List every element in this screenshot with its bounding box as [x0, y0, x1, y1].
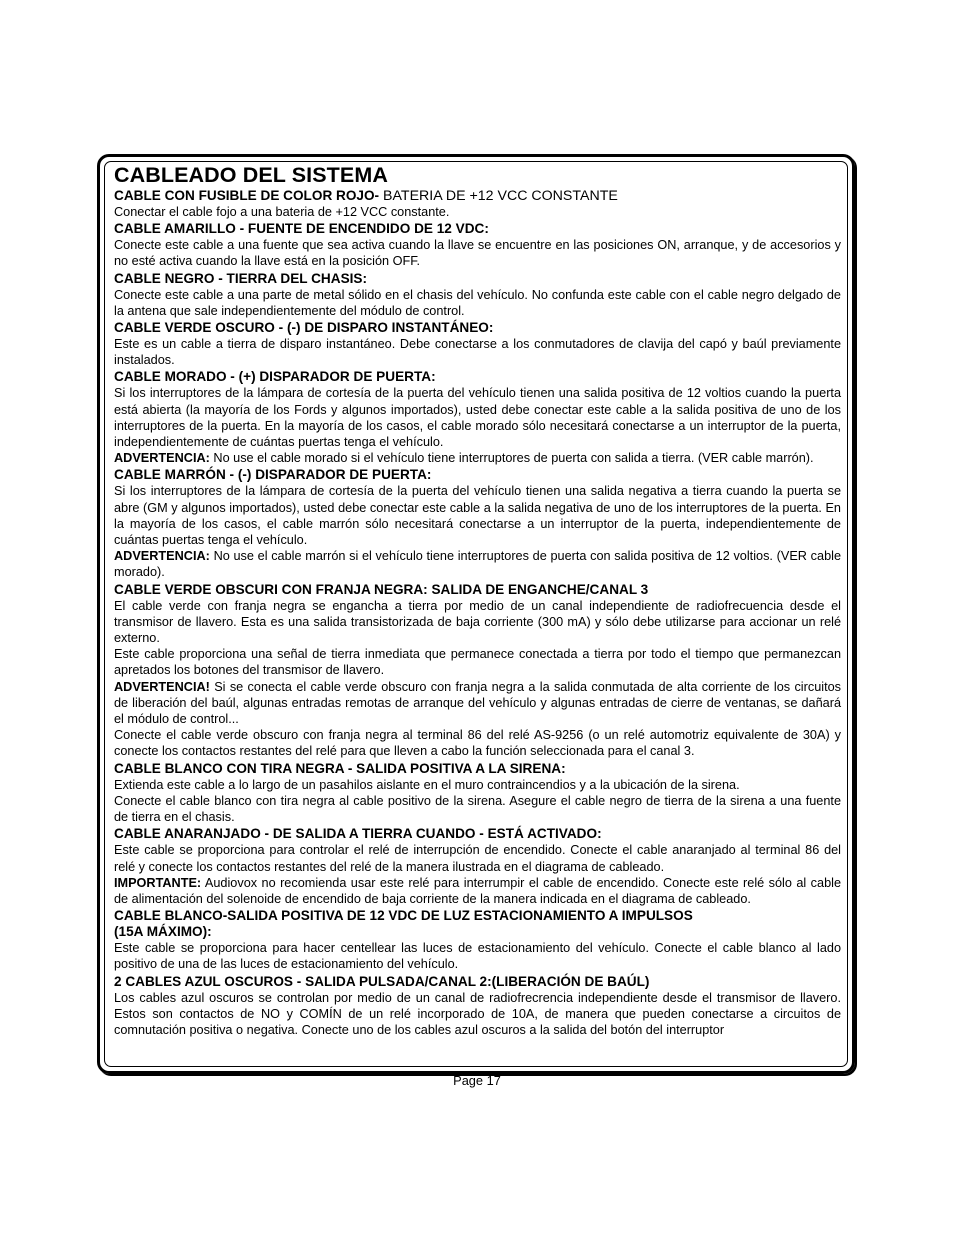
section	[114, 188, 841, 220]
section-heading-detail: BATERIA DE +12 VCC CONSTANTE	[379, 188, 618, 204]
section-paragraph	[114, 287, 841, 319]
section-heading-text: CABLE ANARANJADO - DE SALIDA A TIERRA CUANDO - ESTÁ ACTIVADO:	[114, 826, 602, 842]
paragraph-text: Conecte este cable a una parte de metal sólido en el chasis del vehículo. No confunda este cable con el cable negro delgado de la antena que sale independientemente del módulo de control.	[114, 287, 841, 318]
section-paragraph	[114, 237, 841, 269]
warning-label: ADVERTENCIA:	[114, 549, 210, 564]
section-paragraph	[114, 483, 841, 548]
sections-list	[114, 188, 841, 1038]
section	[114, 582, 841, 760]
section	[114, 974, 841, 1039]
paragraph-text: Si se conecta el cable verde obscuro con franja negra a la salida conmutada de alta corriente de los circuitos de liberación del baúl, algunas entradas remotas de arranque del vehículo y algunas entradas de cierre de ventanas, se dañará el módulo de control...	[114, 679, 841, 727]
section-paragraph	[114, 990, 841, 1039]
section-paragraph	[114, 450, 841, 466]
section	[114, 467, 841, 580]
warning-label: IMPORTANTE:	[114, 875, 202, 890]
section-heading-text: CABLE CON FUSIBLE DE COLOR ROJO-	[114, 188, 380, 203]
document-content	[114, 163, 841, 1038]
section-paragraph	[114, 940, 841, 972]
paragraph-text: No use el cable marrón si el vehículo tiene interruptores de puerta con salida positiva de 12 voltios. (VER cable morado).	[114, 549, 841, 580]
section-heading	[114, 582, 841, 598]
section-heading-text: CABLE MORADO - (+) DISPARADOR DE PUERTA:	[114, 369, 436, 385]
section-heading-text: CABLE VERDE OSCURO - (-) DE DISPARO INSTANTÁNEO:	[114, 320, 494, 336]
section-paragraph	[114, 842, 841, 874]
warning-label: ADVERTENCIA:	[114, 451, 210, 466]
section-heading-text: CABLE BLANCO CON TIRA NEGRA - SALIDA POSITIVA A LA SIRENA:	[114, 760, 566, 776]
section-paragraph	[114, 727, 841, 759]
section-heading	[114, 761, 841, 777]
section-paragraph	[114, 793, 841, 825]
section-paragraph	[114, 875, 841, 907]
section-heading-text: CABLE BLANCO-SALIDA POSITIVA DE 12 VDC DE LUZ ESTACIONAMIENTO A IMPULSOS	[114, 908, 693, 924]
section-heading-continued: (15A MÁXIMO):	[114, 924, 212, 940]
section	[114, 221, 841, 269]
section-heading-text: CABLE MARRÓN - (-) DISPARADOR DE PUERTA:	[114, 467, 432, 483]
paragraph-text: Los cables azul oscuros se controlan por medio de un canal de radiofrecrencia independiente desde el transmisor de llavero. Estos son contactos de NO y COMÍN de un relé incorporado de 10A, de manera que pueden conectarse a circuitos de comnutación positiva o negativa. Conecte uno de los cables azul oscuros a la salida del botón del interruptor	[114, 990, 841, 1037]
section-heading-text: CABLE VERDE OBSCURI CON FRANJA NEGRA: SALIDA DE ENGANCHE/CANAL 3	[114, 581, 649, 597]
paragraph-text: Este cable se proporciona para controlar el relé de interrupción de encendido. Conecte el cable anaranjado al terminal 86 del relé y conecte los contactos restantes del relé de la manera ilustrada en el diagrama de cableado.	[114, 843, 841, 874]
paragraph-text: Este es un cable a tierra de disparo instantáneo. Debe conectarse a los conmutadores de clavija del capó y baúl previamente instalados.	[114, 337, 841, 368]
section-heading	[114, 320, 841, 336]
section	[114, 320, 841, 368]
paragraph-text: Conecte el cable blanco con tira negra al cable positivo de la sirena. Asegure el cable negro de tierra de la sirena a una fuente de tierra en el chasis.	[114, 793, 841, 825]
paragraph-text: Audiovox no recomienda usar este relé para interrumpir el cable de encendido. Conecte este relé sólo al cable de alimentación del solenoide de encendido de baja corriente de la manera indicada en el diagrama de cableado.	[114, 875, 841, 906]
section-paragraph	[114, 204, 841, 220]
section-paragraph	[114, 548, 841, 580]
section-heading	[114, 467, 841, 483]
paragraph-text: El cable verde con franja negra se engancha a tierra por medio de un canal independiente de radiofrecuencia desde el transmisor de llavero. Esta es una salida transistorizada de baja corriente (300 mA) y sólo debe utilizarse para accionar un relé externo.	[114, 598, 841, 646]
section	[114, 826, 841, 907]
paragraph-text: Este cable proporciona una señal de tierra inmediata que permanece conectada a tierra por todo el tiempo que permanezcan apretados los botones del transmisor de llavero.	[114, 647, 841, 678]
section-paragraph	[114, 598, 841, 647]
paragraph-text: Si los interruptores de la lámpara de cortesía de la puerta del vehículo tienen una salida positiva de 12 voltios cuando la puerta está abierta (la mayoría de los Fords y algunos importados), usted debe conectar este cable a la salida positiva de uno de los interruptores de la puerta. En la mayoría de los casos, el cable morado sólo necesitará conectarse a un interruptor de la puerta, independientemente de cuántas puertas tenga el vehículo.	[114, 386, 841, 450]
page-number: Page 17	[453, 1073, 501, 1088]
section-heading	[114, 221, 841, 237]
section-paragraph	[114, 646, 841, 678]
section-heading-text: CABLE NEGRO - TIERRA DEL CHASIS:	[114, 270, 368, 286]
section-heading	[114, 826, 841, 842]
section-paragraph	[114, 385, 841, 450]
section	[114, 761, 841, 826]
section	[114, 369, 841, 466]
page-title: CABLEADO DEL SISTEMA	[114, 163, 388, 187]
paragraph-text: Si los interruptores de la lámpara de cortesía de la puerta del vehículo tienen una salida negativa a tierra cuando la puerta se abre (GM y algunos importados), usted debe conectar este cable a la salida negativa de uno de los interruptores de la puerta. En la mayoría de los casos, el cable marrón sólo necesitará conectarse a un interruptor de la puerta, independientemente de cuántas puertas tenga el vehículo.	[114, 484, 841, 548]
section	[114, 271, 841, 319]
paragraph-text: Este cable se proporciona para hacer centellear las luces de estacionamiento del vehículo. Conecte el cable blanco al lado positivo de una de las luces de estacionamiento del vehículo.	[114, 941, 841, 972]
section-heading	[114, 974, 841, 990]
paragraph-text: Conecte el cable verde obscuro con franja negra al terminal 86 del relé AS-9256 (o un relé automotriz equivalente de 30A) y conecte los contactos restantes del relé para que lleven a cabo la función seleccionada para el canal 3.	[114, 728, 841, 759]
section-heading	[114, 908, 841, 924]
section-paragraph	[114, 679, 841, 728]
section-heading	[114, 369, 841, 385]
section-paragraph	[114, 777, 841, 793]
section-heading-text: 2 CABLES AZUL OSCUROS - SALIDA PULSADA/CANAL 2:(LIBERACIÓN DE BAÚL)	[114, 973, 650, 989]
paragraph-text: Extienda este cable a lo largo de un pasahilos aislante en el muro contraincendios y a la ubicación de la sirena.	[114, 777, 740, 792]
section-heading	[114, 271, 841, 287]
section-paragraph	[114, 336, 841, 368]
paragraph-text: No use el cable morado si el vehículo tiene interruptores de puerta con salida a tierra. (VER cable marrón).	[209, 451, 814, 466]
section-heading-text: CABLE AMARILLO - FUENTE DE ENCENDIDO DE 12 VDC:	[114, 221, 489, 237]
paragraph-text: Conecte este cable a una fuente que sea activa cuando la llave se encuentre en las posiciones ON, arranque, y de accesorios y no esté activa cuando la llave está en la posición OFF.	[114, 238, 841, 269]
section	[114, 908, 841, 972]
section-heading	[114, 188, 841, 204]
paragraph-text: Conectar el cable fojo a una bateria de +12 VCC constante.	[114, 205, 450, 219]
warning-label: ADVERTENCIA!	[114, 679, 210, 694]
